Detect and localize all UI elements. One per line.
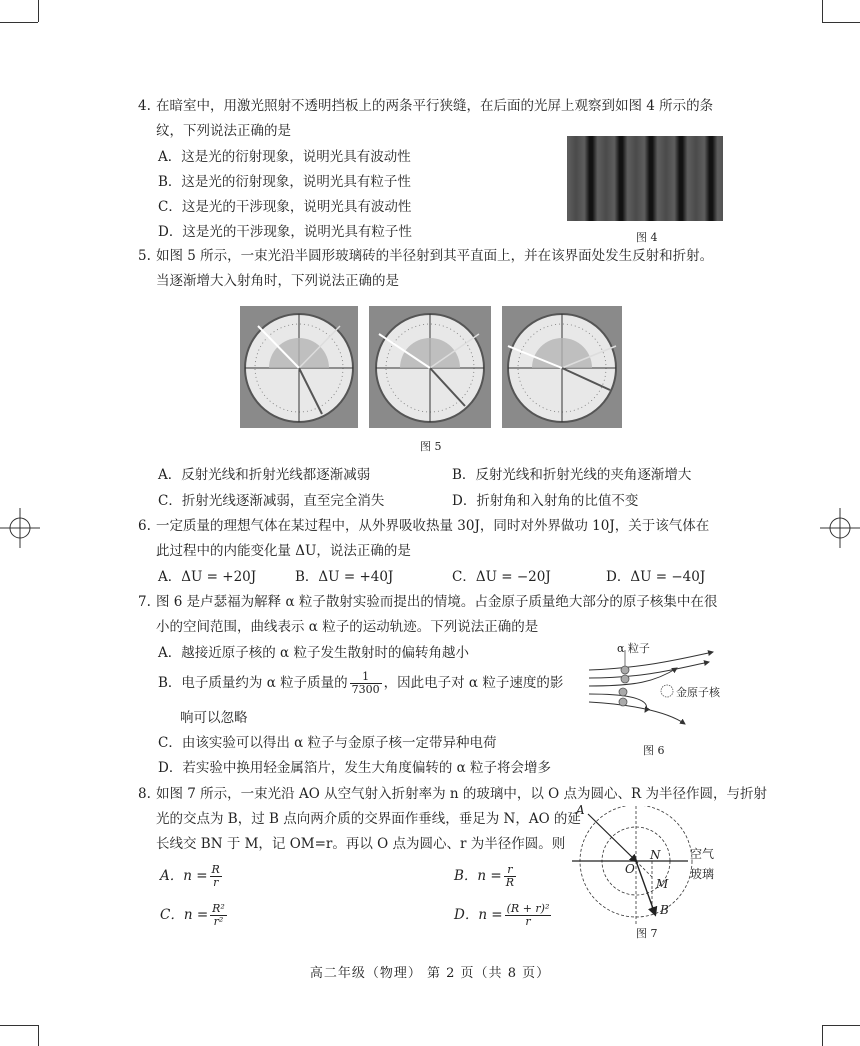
q7-option-b-pre: B．电子质量约为 α 粒子质量的 — [158, 675, 348, 691]
crop-mark — [822, 1025, 823, 1046]
q6-option-b: B．ΔU = +40J — [295, 569, 394, 585]
q4-number: 4. — [138, 98, 151, 114]
fig4-caption: 图 4 — [636, 231, 658, 244]
q5-stem-line2: 当逐渐增大入射角时，下列说法正确的是 — [156, 273, 399, 289]
q7-option-a: A．越接近原子核的 α 粒子发生散射时的偏转角越小 — [158, 645, 469, 661]
q8-option-b — [454, 864, 518, 889]
fraction-numerator: R² — [212, 902, 225, 915]
q4-option-a: A．这是光的衍射现象，说明光具有波动性 — [158, 149, 411, 165]
q8-stem-line2: 光的交点为 B，过 B 点向两介质的交界面作垂线，垂足为 N，AO 的延 — [156, 811, 581, 827]
q8-number: 8. — [138, 786, 151, 802]
q7-stem-line1: 图 6 是卢瑟福为解释 α 粒子散射实验而提出的情境。占金原子质量绝大部分的原子核集中在很 — [156, 594, 718, 610]
fig7-point-n: N — [650, 848, 661, 862]
q6-option-c: C．ΔU = −20J — [452, 569, 551, 585]
q7-option-c: C．由该实验可以得出 α 粒子与金原子核一定带异种电荷 — [158, 735, 497, 751]
fig5-photo-2 — [369, 306, 491, 428]
fig5-photo-3 — [502, 306, 622, 428]
q7-option-b-line2: 响可以忽略 — [180, 710, 248, 726]
fig6-alpha-label: α 粒子 — [617, 642, 650, 655]
q6-option-a: A．ΔU = +20J — [158, 569, 257, 585]
fig7-point-o: O — [625, 862, 635, 876]
q7-number: 7. — [138, 594, 151, 610]
q8-option-c-label: C．n = — [160, 907, 209, 923]
crop-mark — [0, 22, 38, 23]
page-footer: 高二年级（物理） 第 2 页（共 8 页） — [309, 966, 551, 981]
fraction-numerator: 1 — [350, 671, 382, 684]
fraction-numerator: (R + r)² — [506, 902, 550, 915]
crop-mark — [822, 1025, 860, 1026]
q8-option-a-label: A．n = — [160, 868, 208, 884]
fig7-air-label: 空气 — [690, 847, 715, 861]
crop-mark — [822, 22, 860, 23]
fraction-numerator: R — [211, 863, 220, 876]
fig7-point-b: B — [660, 903, 669, 917]
q8-option-c — [160, 903, 229, 928]
q8-option-a — [160, 864, 224, 889]
q5-option-b: B．反射光线和折射光线的夹角逐渐增大 — [452, 467, 692, 483]
q4-stem-line1: 在暗室中，用激光照射不透明挡板上的两条平行狭缝，在后面的光屏上观察到如图 4 所示的条 — [156, 98, 714, 114]
q8-option-b-fraction — [504, 864, 516, 889]
fraction-denominator: 7300 — [351, 683, 380, 696]
fig7-glass-label: 玻璃 — [690, 867, 715, 881]
fraction-denominator: r — [525, 915, 531, 928]
q8-stem-line1: 如图 7 所示，一束光沿 AO 从空气射入折射率为 n 的玻璃中，以 O 点为圆心、R 为半径作圆，与折射 — [156, 786, 767, 802]
q4-option-b: B．这是光的衍射现象，说明光具有粒子性 — [158, 174, 411, 190]
registration-mark-left — [0, 508, 40, 548]
fig4-interference-fringes — [567, 136, 723, 221]
fig6-nucleus-label: 金原子核 — [676, 686, 720, 699]
q6-number: 6. — [138, 518, 151, 534]
q8-option-a-fraction — [210, 864, 222, 889]
q7-option-b-fraction — [350, 671, 382, 696]
fraction-numerator: r — [504, 864, 516, 877]
registration-mark-right — [820, 508, 860, 548]
q7-option-b-post: ，因此电子对 α 粒子速度的影 — [383, 675, 564, 691]
q4-stem-line2: 纹，下列说法正确的是 — [156, 123, 291, 139]
fig6-caption: 图 6 — [643, 744, 665, 757]
q8-option-b-label: B．n = — [454, 868, 502, 884]
fig5-photo-1 — [240, 306, 358, 428]
fig7-point-a: A — [576, 803, 585, 817]
q8-stem-line3: 长线交 BN 于 M，记 OM=r。再以 O 点为圆心、r 为半径作圆。则 — [156, 836, 566, 852]
q7-stem-line2: 小的空间范围，曲线表示 α 粒子的运动轨迹。下列说法正确的是 — [156, 619, 539, 635]
q8-option-c-fraction — [210, 903, 227, 928]
q4-option-c: C．这是光的干涉现象，说明光具有波动性 — [158, 199, 412, 215]
fraction-denominator: r² — [213, 915, 224, 928]
q4-option-d: D．这是光的干涉现象，说明光具有粒子性 — [158, 224, 412, 240]
q7-option-d: D．若实验中换用轻金属箔片，发生大角度偏转的 α 粒子将会增多 — [158, 760, 552, 776]
q5-option-a: A．反射光线和折射光线都逐渐减弱 — [158, 467, 371, 483]
q5-stem-line1: 如图 5 所示，一束光沿半圆形玻璃砖的半径射到其平直面上，并在该界面处发生反射和折射。 — [156, 248, 714, 264]
crop-mark — [822, 0, 823, 22]
q8-option-d-label: D．n = — [454, 907, 503, 923]
crop-mark — [38, 0, 39, 22]
fraction-denominator: R — [505, 876, 515, 889]
crop-mark — [38, 1025, 39, 1046]
q5-option-d: D．折射角和入射角的比值不变 — [452, 493, 639, 509]
q6-stem-line2: 此过程中的内能变化量 ΔU，说法正确的是 — [156, 543, 411, 559]
q5-option-c: C．折射光线逐渐减弱，直至完全消失 — [158, 493, 385, 509]
fraction-denominator: r — [213, 876, 219, 889]
q5-number: 5. — [138, 248, 151, 264]
q8-option-d-fraction — [505, 903, 552, 928]
fig7-point-m: M — [656, 877, 669, 891]
q6-option-d: D．ΔU = −40J — [606, 569, 706, 585]
fig5-caption: 图 5 — [420, 440, 442, 453]
q8-option-d — [454, 903, 553, 928]
q7-option-b — [158, 671, 563, 696]
fig7-caption: 图 7 — [636, 927, 658, 940]
q6-stem-line1: 一定质量的理想气体在某过程中，从外界吸收热量 30J，同时对外界做功 10J，关于该气体在 — [156, 518, 710, 534]
crop-mark — [0, 1025, 38, 1026]
